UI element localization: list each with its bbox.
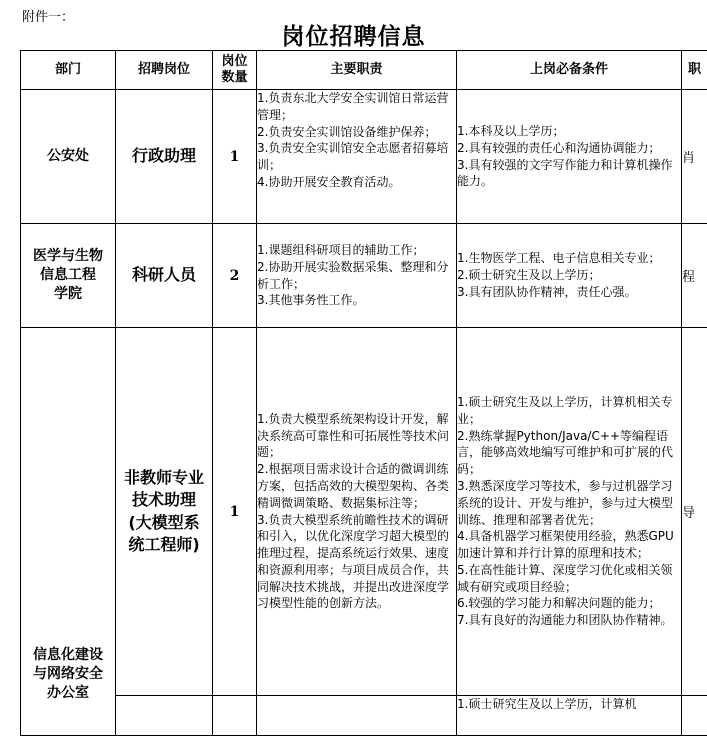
extra-cell: 程 [682,224,707,328]
duties-cell [257,328,457,696]
duty-item: 3.负责安全实训馆安全志愿者招募培训； [257,140,456,174]
duty-item: 2.协助开展实验数据采集、整理和分析工作； [257,259,456,293]
position-line: 非教师专业 [116,467,212,489]
duty-item: 2.根据项目需求设计合适的微调训练方案，包括高效的大模型架构、各类精调微调策略、数据集标注等； [257,461,456,511]
header-requirements: 上岗必备条件 [457,51,682,90]
requirement-item: 1.硕士研究生及以上学历，计算机 [457,696,681,713]
department-line: 与网络安全 [21,665,115,684]
position-line: 技术助理 [116,489,212,511]
duty-item: 3.其他事务性工作。 [257,292,456,309]
position-line: 统工程师) [116,534,212,556]
header-row [21,51,707,90]
requirement-item: 4.具备机器学习框架使用经验，熟悉GPU加速计算和并行计算的原理和技术； [457,528,681,562]
duty-item: 2.负责安全实训馆设备维护保养； [257,124,456,141]
header-quantity [213,51,257,90]
department-line: 办公室 [21,684,115,703]
header-department: 部门 [21,51,116,90]
quantity-cell [213,696,257,736]
department-cell: 公安处 [21,90,116,224]
quantity-cell: 2 [213,224,257,328]
position-line: (大模型系 [116,512,212,534]
duty-item: 4.协助开展安全教育活动。 [257,174,456,191]
duty-item: 3.负责大模型系统前瞻性技术的调研和引入，以优化深度学习超大模型的推理过程，提高系统运行效果、速度和资源利用率；与项目成员合作，共同解决技术挑战，并提出改进深度学习模型性能的创新方法。 [257,512,456,613]
requirement-item: 1.本科及以上学历； [457,123,681,140]
requirements-cell [457,328,682,696]
duties-cell [257,696,457,736]
table-row [21,328,707,696]
table-row [21,696,707,736]
header-quantity-line2: 数量 [213,70,256,86]
page-title: 岗位招聘信息 [0,18,707,51]
requirement-item: 3.熟悉深度学习等技术，参与过机器学习系统的设计、开发与维护，参与过大模型训练、推理和部署者优先； [457,478,681,528]
requirement-item: 1.生物医学工程、电子信息相关专业； [457,250,681,267]
department-cell [21,224,116,328]
duty-item: 1.负责东北大学安全实训馆日常运营管理； [257,90,456,124]
requirement-item: 6.较强的学习能力和解决问题的能力； [457,595,681,612]
position-cell: 科研人员 [116,224,213,328]
table-row [21,90,707,224]
duties-cell [257,224,457,328]
position-cell [116,696,213,736]
department-line: 医学与生物 [21,247,115,266]
extra-cell [682,696,707,736]
requirement-item: 5.在高性能计算、深度学习优化或相关领域有研究或项目经验； [457,562,681,596]
header-extra: 职 [682,51,707,90]
duties-cell [257,90,457,224]
recruitment-table [20,50,707,736]
requirement-item: 2.具有较强的责任心和沟通协调能力； [457,140,681,157]
requirement-item: 1.硕士研究生及以上学历，计算机相关专业； [457,394,681,428]
duty-item: 1.课题组科研项目的辅助工作； [257,242,456,259]
table-row [21,224,707,328]
department-line: 信息工程 [21,266,115,285]
requirement-item: 3.具有较强的文字写作能力和计算机操作能力。 [457,157,681,191]
header-quantity-line1: 岗位 [213,54,256,70]
requirement-item: 2.硕士研究生及以上学历； [457,267,681,284]
header-duties: 主要职责 [257,51,457,90]
requirement-item: 2.熟练掌握Python/Java/C++等编程语言，能够高效地编写可维护和可扩展的代码； [457,428,681,478]
extra-cell: 导 [682,328,707,696]
position-cell [116,328,213,696]
department-cell [21,328,116,736]
position-cell: 行政助理 [116,90,213,224]
duty-item: 1.负责大模型系统架构设计开发，解决系统高可靠性和可拓展性等技术问题； [257,411,456,461]
requirement-item: 3.具有团队协作精神，责任心强。 [457,284,681,301]
requirements-cell [457,696,682,736]
requirement-item: 7.具有良好的沟通能力和团队协作精神。 [457,612,681,629]
extra-cell: 肖 [682,90,707,224]
quantity-cell: 1 [213,328,257,696]
requirements-cell [457,224,682,328]
attachment-label: 附件一： [22,6,74,25]
requirements-cell [457,90,682,224]
department-line: 学院 [21,285,115,304]
header-position: 招聘岗位 [116,51,213,90]
department-line: 信息化建设 [21,646,115,665]
quantity-cell: 1 [213,90,257,224]
